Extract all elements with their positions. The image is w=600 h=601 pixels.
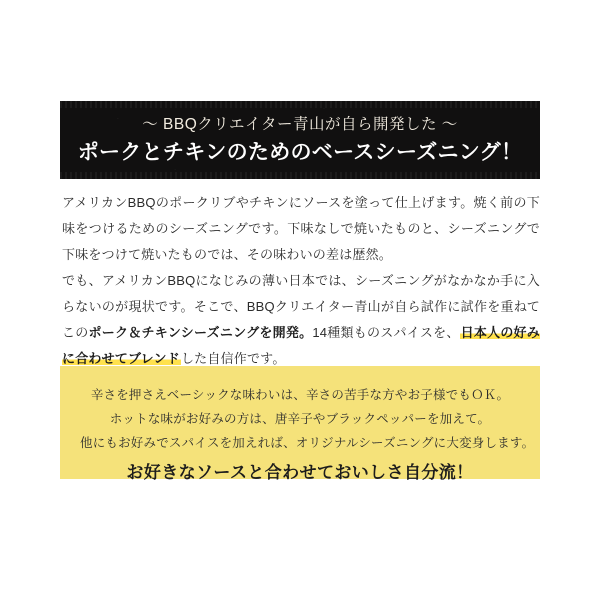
paragraph-1 [62,190,540,268]
paragraph-2 [62,268,540,372]
body-copy [62,190,540,372]
paragraph-2-strong: ポーク＆チキンシーズニングを開発。 [88,325,313,340]
headline-banner [60,101,540,179]
paragraph-2-text-b: 14種類ものスパイスを、 [312,325,460,340]
highlight-box [60,366,540,482]
paragraph-1-text: アメリカンBBQのポークリブやチキンにソースを塗って仕上げます。焼く前の下味をつけるためのシーズニングです。下味なしで焼いたものと、シーズニングで下味をつけて焼いたものでは、その味わいの差は歴然。 [62,195,540,262]
paragraph-2-text-a: でも、アメリカンBBQになじみの薄い日本では、シーズニングがなかなか手に入らないのが現状です。そこで、BBQクリエイター青山が自ら試作に試作を重ねてこの [62,273,540,340]
banner-subtitle: 〜 BBQクリエイター青山が自ら開発した 〜 [142,116,458,134]
paragraph-2-highlight: 日本人の好みに合わせてブレンド [62,325,541,366]
highlight-line-3: 他にもお好みでスパイスを加えれば、オリジナルシーズニングに大変身します。 [80,436,535,450]
paragraph-2-text-c: した自信作です。 [180,351,286,366]
highlight-final-line: お好きなソースと合わせておいしさ自分流！ [126,463,474,482]
banner-title: ポークとチキンのためのベースシーズニング！ [77,140,523,164]
highlight-line-2: ホットな味がお好みの方は、唐辛子やブラックペッパーを加えて。 [109,412,491,426]
highlight-line-1: 辛さを押さえベーシックな味わいは、辛さの苦手な方やお子様でもＯＫ。 [90,388,510,402]
